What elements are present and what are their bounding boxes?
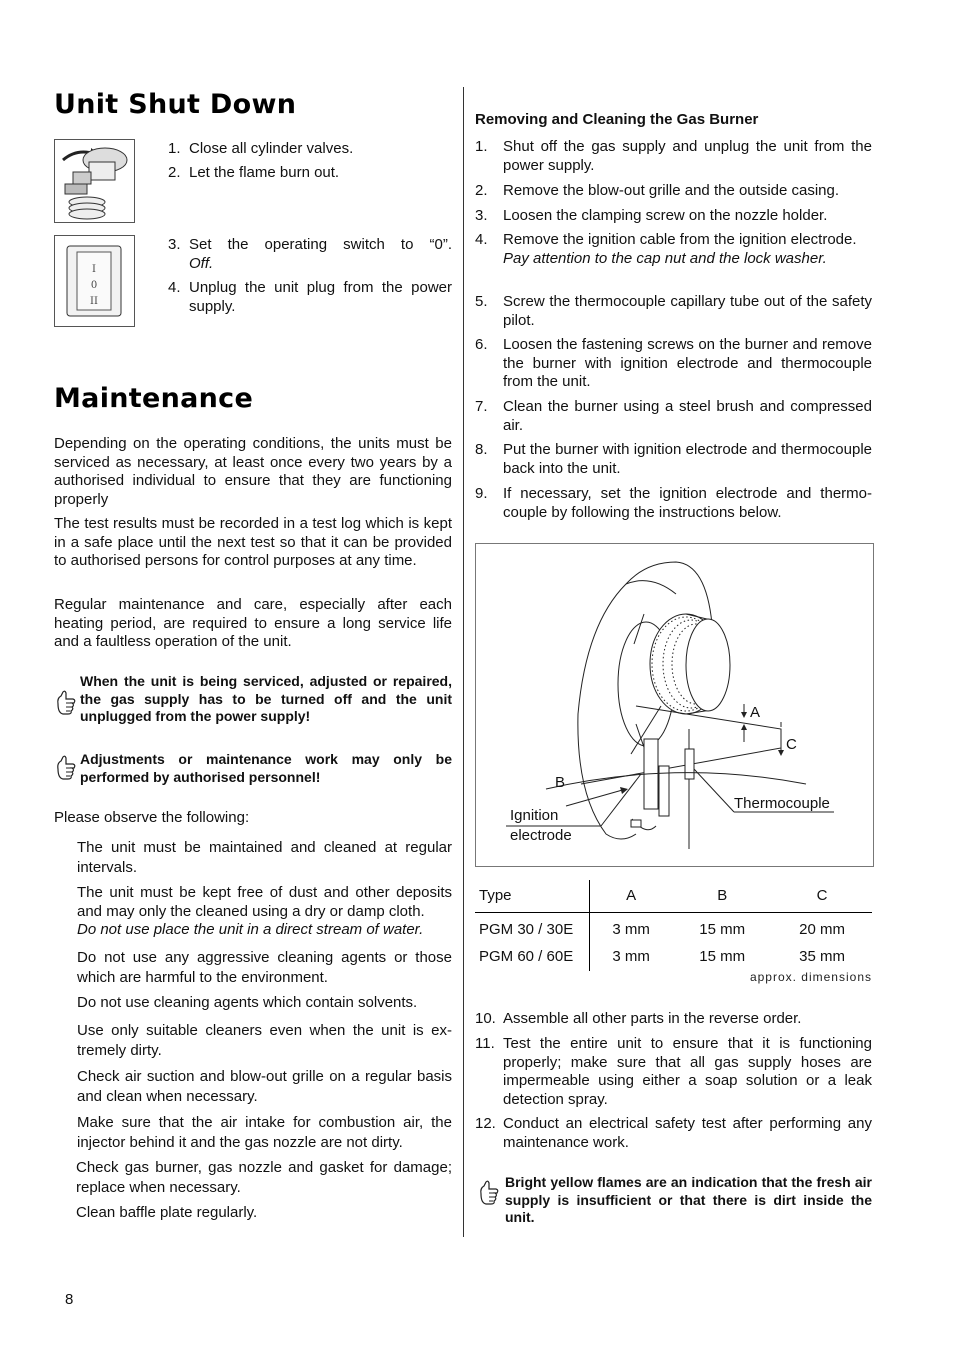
list-item: The unit must be kept free of dust and other deposits and may only the cleaned using a dry or damp cloth. Do not use place the unit in a direct stream of water.	[77, 884, 452, 938]
maintenance-heading: Maintenance	[54, 383, 254, 414]
list-item: Clean baffle plate regularly.	[76, 1204, 258, 1221]
list-item: 6. Loosen the fastening screws on the burner and remove the burner with ignition electrode and thermocouple from the unit.	[475, 336, 872, 390]
list-item: The unit must be maintained and cleaned at regular intervals.	[77, 839, 452, 876]
pointing-hand-icon	[478, 1180, 500, 1208]
list-item: 1. Shut off the gas supply and unplug the unit from the power supply.	[475, 138, 872, 174]
label-thermocouple: Thermocouple	[734, 795, 830, 812]
paragraph: Depending on the operating conditions, the units must be serviced as necessary, at least once every two years by a authorised individual to ensure that they are functioning properly	[54, 435, 452, 508]
warning-note: When the unit is being serviced, adjusted or repaired, the gas supply has to be turned off and the unit unplugged from the power supply!	[80, 673, 452, 724]
list-item: 2. Let the flame burn out.	[168, 164, 340, 181]
list-item: Use only suitable cleaners even when the unit is extremely dirty.	[77, 1022, 452, 1059]
pointing-hand-icon	[55, 755, 77, 783]
table-row: PGM 60 / 60E 3 mm 15 mm 35 mm	[475, 944, 872, 971]
burner-diagram	[475, 543, 874, 867]
paragraph: Regular maintenance and care, especially after each heating period, are required to ensure a long service life and a faultless operation of the unit.	[54, 596, 452, 650]
switch-mark-1: I	[92, 264, 96, 275]
list-item: Check gas burner, gas nozzle and gasket for damage; replace when necessary.	[76, 1159, 452, 1196]
pointing-hand-icon	[55, 690, 77, 718]
observe-intro: Please observe the following:	[54, 809, 250, 826]
list-item: 4. Remove the ignition cable from the ignition electrode. Pay attention to the cap nut and the lock washer.	[475, 231, 857, 267]
list-item: Do not use any aggressive cleaning agents or those which are harmful to the environment.	[77, 949, 452, 986]
page-number: 8	[65, 1291, 74, 1308]
list-item: 3. Set the operating switch to “0”. Off.	[168, 236, 452, 272]
list-item: 3. Loosen the clamping screw on the nozzle holder.	[475, 207, 828, 224]
warning-note: Bright yellow flames are an indication that the fresh air supply is insufficient or that there is dirt inside the unit.	[505, 1174, 872, 1225]
list-item: 1. Close all cylinder valves.	[168, 140, 354, 157]
list-item: 9. If necessary, set the ignition electrode and thermocouple by following the instructions below.	[475, 485, 872, 521]
operating-switch-icon	[54, 235, 135, 327]
list-item: 12. Conduct an electrical safety test after performing any maintenance work.	[475, 1115, 872, 1151]
column-divider	[463, 87, 464, 1237]
list-item: Do not use cleaning agents which contain solvents.	[77, 994, 418, 1011]
warning-note: Adjustments or maintenance work may only be performed by authorised personnel!	[80, 751, 452, 785]
list-item: Check air suction and blow-out grille on a regular basis and clean when necessary.	[77, 1068, 452, 1105]
cylinder-valve-icon	[54, 139, 135, 223]
list-item: 2. Remove the blow-out grille and the outside casing.	[475, 182, 840, 199]
table-header-row: Type A B C	[475, 880, 872, 913]
switch-mark-2: II	[90, 296, 98, 307]
label-ignition-electrode: Ignition electrode	[510, 807, 572, 844]
table-row: PGM 30 / 30E 3 mm 15 mm 20 mm	[475, 913, 872, 945]
dimensions-table	[475, 880, 872, 971]
section-title: Removing and Cleaning the Gas Burner	[475, 111, 759, 128]
list-item: 11. Test the entire unit to ensure that it is functioning properly; make sure that all gas supply hoses are impermeable using either a soap solution or a leak detection spray.	[475, 1035, 872, 1108]
list-item: 7. Clean the burner using a steel brush and compressed air.	[475, 398, 872, 434]
switch-mark-0: 0	[90, 280, 98, 291]
shutdown-heading: Unit Shut Down	[54, 89, 297, 120]
label-b: B	[555, 774, 566, 791]
list-item: Make sure that the air intake for combustion air, the injector behind it and the gas nozzle are not dirty.	[77, 1114, 452, 1151]
label-c: C	[786, 736, 797, 753]
paragraph: The test results must be recorded in a test log which is kept in a safe place until the next test so that it can be provided to authorised persons for control purposes at any time.	[54, 515, 452, 569]
table-caption: approx. dimensions	[749, 970, 872, 984]
list-item: 8. Put the burner with ignition electrode and thermocouple back into the unit.	[475, 441, 872, 477]
list-item: 4. Unplug the unit plug from the power supply.	[168, 279, 452, 315]
list-item: 10. Assemble all other parts in the reverse order.	[475, 1010, 802, 1027]
label-a: A	[750, 704, 761, 721]
list-item: 5. Screw the thermocouple capillary tube out of the safety pilot.	[475, 293, 872, 329]
